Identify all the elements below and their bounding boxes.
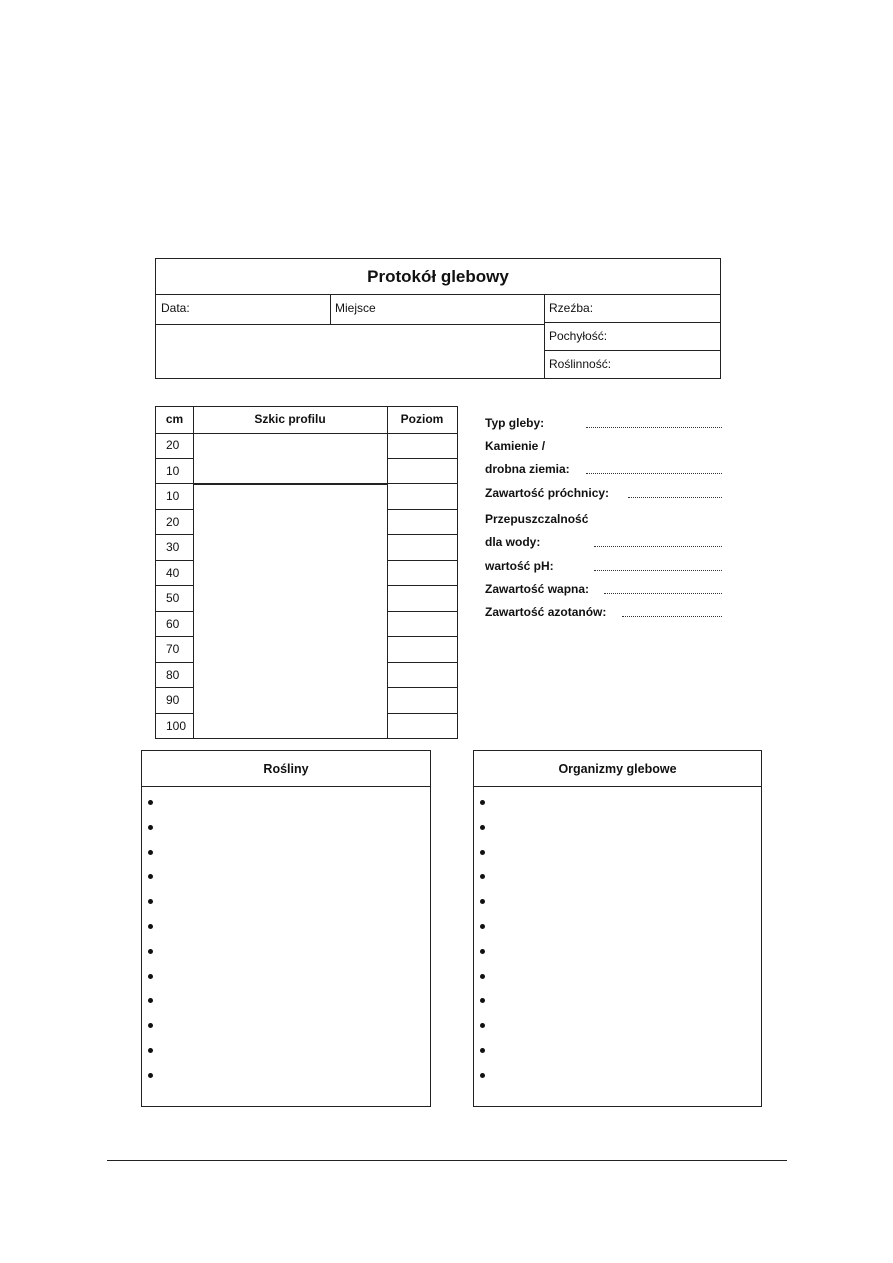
bullet-point — [148, 825, 153, 830]
property-fill-line[interactable] — [586, 427, 722, 428]
bullet-point — [480, 1073, 485, 1078]
horizon-cell[interactable] — [387, 714, 457, 740]
bullet-point — [480, 899, 485, 904]
property-label: Zawartość azotanów: — [485, 605, 607, 619]
horizon-cell[interactable] — [387, 688, 457, 714]
depth-column — [156, 407, 194, 738]
property-label: Kamienie / — [485, 439, 546, 453]
bullet-point — [148, 1023, 153, 1028]
depth-cell: 70 — [156, 637, 193, 663]
depth-cell: 30 — [156, 535, 193, 561]
slope-field[interactable] — [544, 322, 720, 350]
plants-list-box — [141, 750, 431, 1107]
bullet-point — [148, 899, 153, 904]
depth-cell: 90 — [156, 688, 193, 714]
bullet-point — [480, 800, 485, 805]
bullet-point — [480, 974, 485, 979]
bullet-point — [148, 974, 153, 979]
organisms-list-box — [473, 750, 762, 1107]
property-fill-line[interactable] — [622, 616, 722, 617]
horizon-cell[interactable] — [387, 663, 457, 689]
bullet-point — [480, 949, 485, 954]
place-label: Miejsce — [335, 301, 376, 315]
property-label: dla wody: — [485, 535, 541, 549]
horizon-column — [387, 407, 457, 738]
bullet-point — [148, 1048, 153, 1053]
bullet-point — [148, 924, 153, 929]
property-label: Zawartość próchnicy: — [485, 486, 610, 500]
property-label: Zawartość wapna: — [485, 582, 590, 596]
property-fill-line[interactable] — [628, 497, 722, 498]
soil-profile-table — [155, 406, 458, 739]
property-label: wartość pH: — [485, 559, 554, 573]
depth-cell: 100 — [166, 718, 187, 733]
horizon-cell[interactable] — [387, 459, 457, 485]
bullet-point — [480, 924, 485, 929]
bullet-point — [480, 825, 485, 830]
bullet-point — [148, 800, 153, 805]
bullet-point — [148, 850, 153, 855]
bullet-point — [480, 874, 485, 879]
depth-cell: 10 — [156, 484, 193, 510]
depth-cell: 10 — [156, 459, 193, 485]
notes-area[interactable] — [156, 325, 544, 378]
property-label: Przepuszczalność — [485, 512, 589, 526]
horizon-cell[interactable] — [387, 535, 457, 561]
property-fill-line[interactable] — [594, 570, 722, 571]
date-field[interactable] — [156, 294, 330, 322]
bullet-point — [480, 1048, 485, 1053]
property-label: Typ gleby: — [485, 416, 545, 430]
depth-cell: 20 — [156, 510, 193, 536]
depth-cell: 20 — [156, 433, 193, 459]
profile-sketch-area[interactable] — [193, 407, 388, 738]
date-label: Data: — [161, 301, 190, 315]
depth-cell: 80 — [156, 663, 193, 689]
horizon-cell[interactable] — [387, 586, 457, 612]
horizon-cell[interactable] — [387, 484, 457, 510]
ground-surface-line — [193, 483, 387, 485]
protocol-header-box — [155, 258, 721, 379]
bullet-point — [148, 998, 153, 1003]
property-fill-line[interactable] — [586, 473, 722, 474]
vegetation-field[interactable] — [544, 350, 720, 378]
bullet-point — [480, 850, 485, 855]
depth-cell: 60 — [156, 612, 193, 638]
bullet-point — [480, 998, 485, 1003]
relief-field[interactable] — [544, 294, 720, 322]
depth-cell: 40 — [156, 561, 193, 587]
plants-title: Rośliny — [142, 751, 430, 787]
place-field[interactable] — [330, 294, 544, 322]
property-label: drobna ziemia: — [485, 462, 570, 476]
depth-header: cm — [156, 407, 193, 434]
horizon-cell[interactable] — [387, 612, 457, 638]
relief-label: Rzeźba: — [549, 301, 594, 315]
vegetation-label: Roślinność: — [549, 357, 612, 371]
slope-label: Pochyłość: — [549, 329, 608, 343]
bullet-point — [148, 874, 153, 879]
horizon-cell[interactable] — [387, 637, 457, 663]
protocol-title: Protokół glebowy — [156, 259, 720, 295]
footer-rule — [107, 1160, 787, 1161]
sketch-header: Szkic profilu — [193, 407, 387, 434]
horizon-cell[interactable] — [387, 561, 457, 587]
bullet-point — [148, 1073, 153, 1078]
bullet-point — [480, 1023, 485, 1028]
horizon-cell[interactable] — [387, 433, 457, 459]
horizon-cell[interactable] — [387, 510, 457, 536]
property-fill-line[interactable] — [604, 593, 722, 594]
organisms-title: Organizmy glebowe — [474, 751, 761, 787]
bullet-point — [148, 949, 153, 954]
depth-cell: 50 — [156, 586, 193, 612]
horizon-header: Poziom — [387, 407, 457, 434]
property-fill-line[interactable] — [594, 546, 722, 547]
